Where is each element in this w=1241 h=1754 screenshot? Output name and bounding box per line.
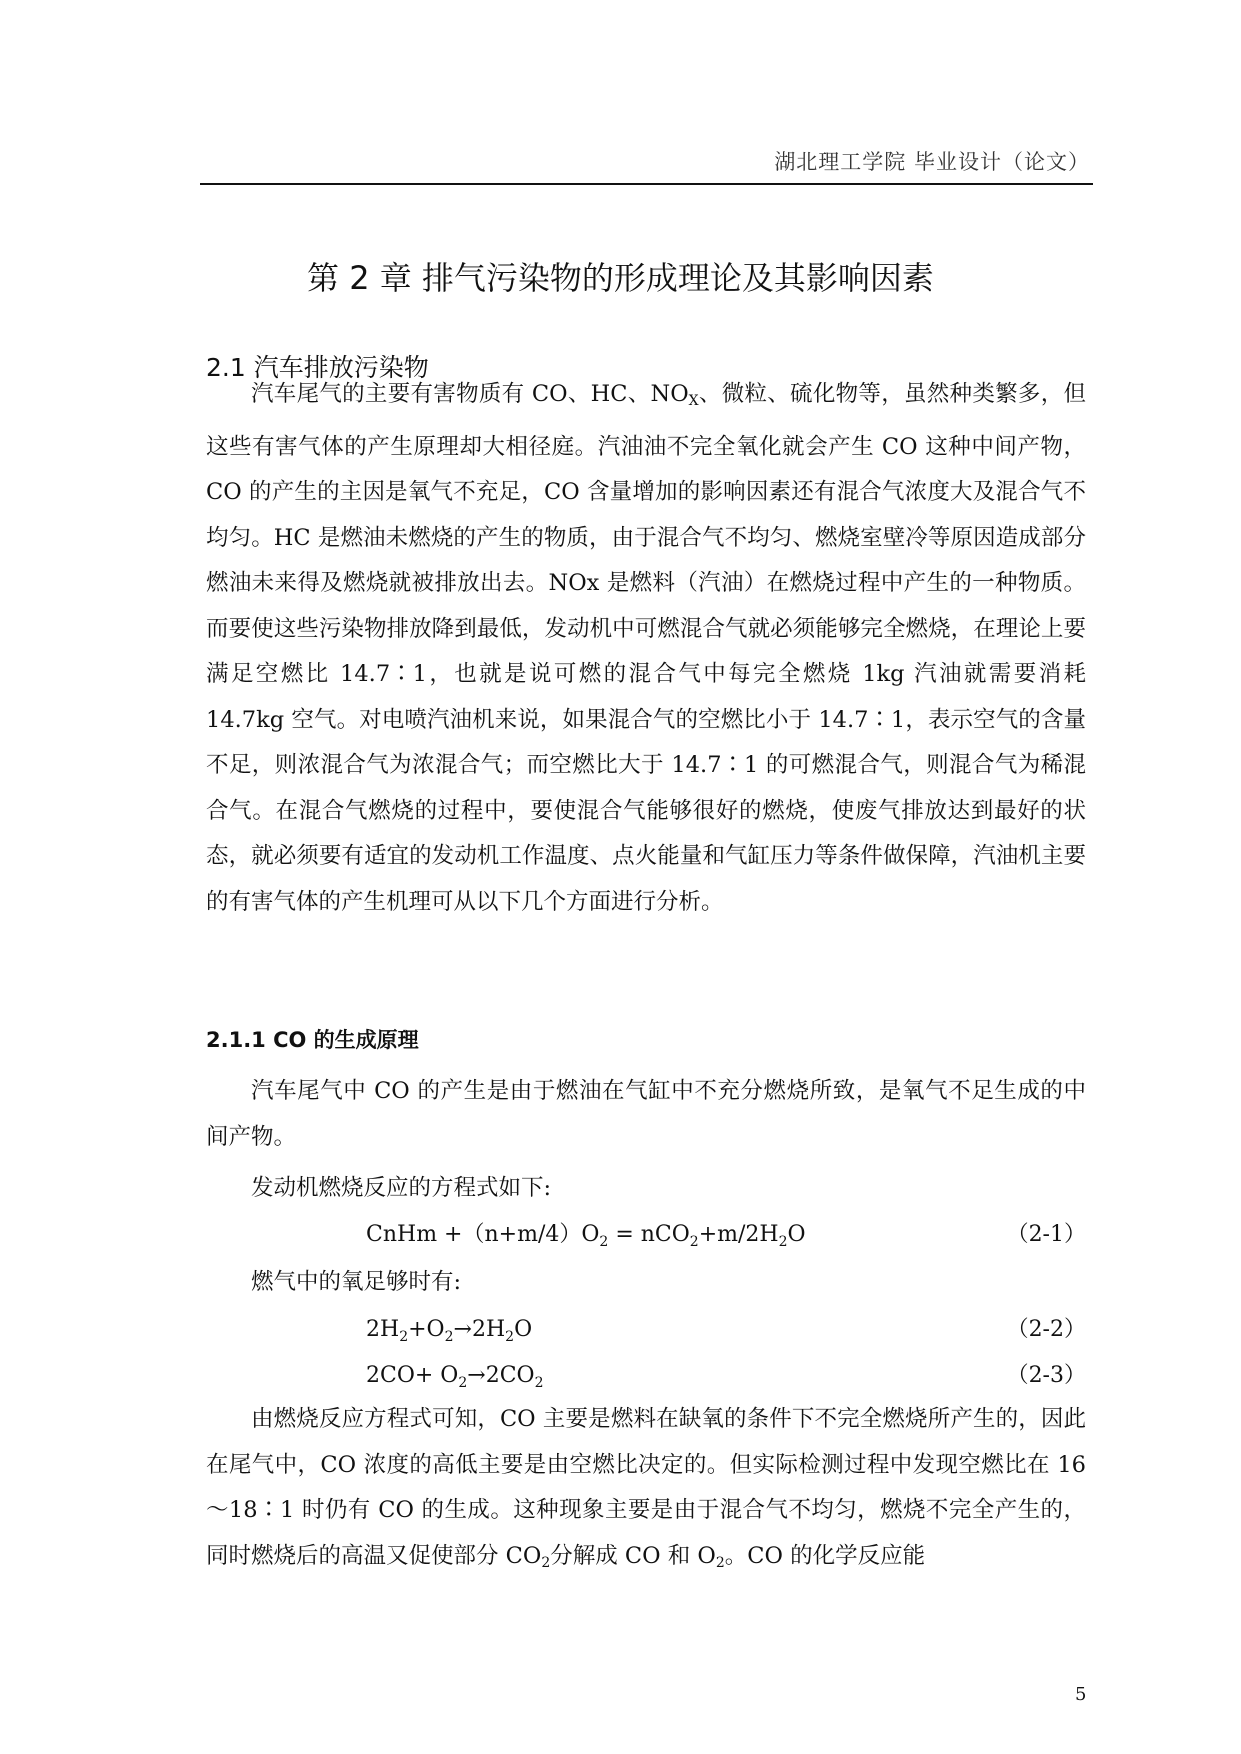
- section-2-1-1-title: 2.1.1 CO 的生成原理: [206, 1028, 419, 1052]
- co-analysis-paragraph: 由燃烧反应方程式可知，CO 主要是燃料在缺氧的条件下不完全燃烧所产生的，因此在尾气中，CO 浓度的高低主要是由空燃比决定的。但实际检测过程中发现空燃比在 16～18∶1 时仍有 CO 的生成。这种现象主要是由于混合气不均匀，燃烧不完全产生的，同时燃烧后的高温又促使部分 $CO_2$分解成 CO 和 $O_2$。CO 的化学反应能: [206, 1406, 1086, 1571]
- equation-2-1-number: （2-1）: [1006, 1222, 1086, 1247]
- equation-intro-line: 发动机燃烧反应的方程式如下:: [251, 1175, 552, 1201]
- header-rule: [200, 183, 1093, 185]
- section-2-1-paragraph: 汽车尾气的主要有害物质有 CO、HC、$NO_X$、微粒、硫化物等，虽然种类繁多，但这些有害气体的产生原理却大相径庭。汽油油不完全氧化就会产生 CO 这种中间产物，CO 的产生的主因是氧气不充足，CO 含量增加的影响因素还有混合气浓度大及混合气不均匀。HC 是燃油未燃烧的产生的物质，由于混合气不均匀、燃烧室壁冷等原因造成部分燃油未来得及燃烧就被排放出去。NOx 是燃料（汽油）在燃烧过程中产生的一种物质。而要使这些污染物排放降到最低，发动机中可燃混合气就必须能够完全燃烧，在理论上要满足空燃比 14.7∶1，也就是说可燃的混合气中每完全燃烧 1kg 汽油就需要消耗 14.7kg 空气。对电喷汽油机来说，如果混合气的空燃比小于 14.7∶1，表示空气的含量不足，则浓混合气为浓混合气；而空燃比大于 14.7∶1 的可燃混合气，则混合气为稀混合气。在混合气燃烧的过程中，要使混合气能够很好的燃烧，使废气排放达到最好的状态，就必须要有适宜的发动机工作温度、点火能量和气缸压力等条件做保障，汽油机主要的有害气体的产生机理可从以下几个方面进行分析。: [206, 381, 1086, 915]
- co-intro-paragraph: 汽车尾气中 CO 的产生是由于燃油在气缸中不充分燃烧所致，是氧气不足生成的中间产物。: [206, 1078, 1086, 1150]
- equation-2-2: $2H_2+O_2\to 2H_2O$ （2-2）: [366, 1310, 1086, 1357]
- equation-2-3-number: （2-3）: [1006, 1363, 1086, 1388]
- oxygen-sufficient-line: 燃气中的氧足够时有:: [251, 1269, 462, 1295]
- chapter-title: 第 2 章 排气污染物的形成理论及其影响因素: [307, 259, 934, 297]
- page-number: 5: [1075, 1684, 1087, 1705]
- equation-2-2-number: （2-2）: [1006, 1317, 1086, 1342]
- section-2-1-title: 2.1 汽车排放污染物: [206, 353, 429, 382]
- equation-2-3: $2CO+ O_2\to 2CO_2$ （2-3）: [366, 1356, 1086, 1403]
- running-header: 湖北理工学院 毕业设计（论文）: [774, 150, 1090, 174]
- equation-2-1: CnHm $+(n+m/4)O_2 = nCO_2+m/2H_2O$ （2-1）: [366, 1215, 1086, 1262]
